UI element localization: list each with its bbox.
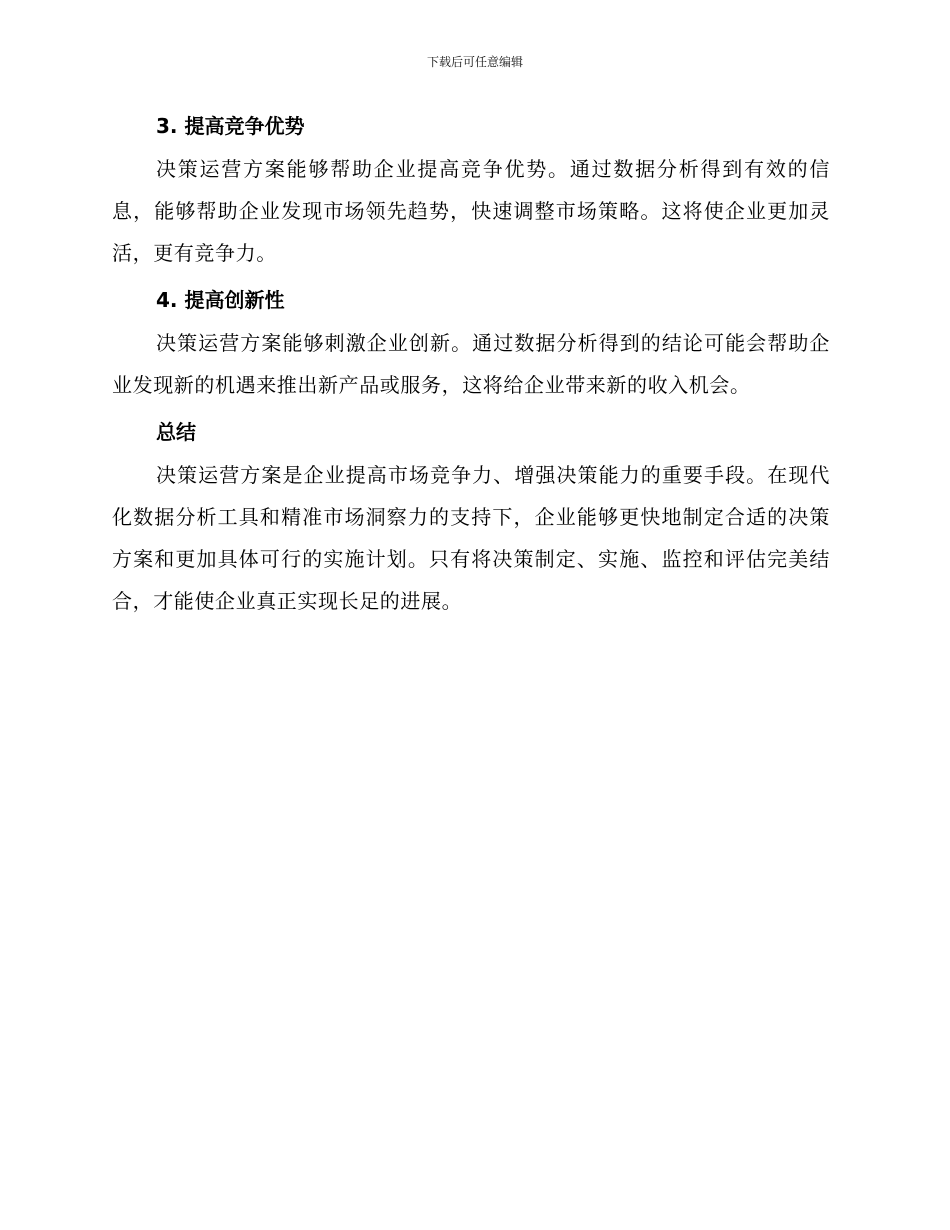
section-paragraph: 决策运营方案能够刺激企业创新。通过数据分析得到的结论可能会帮助企业发现新的机遇来推出新产品或服务，这将给企业带来新的收入机会。 xyxy=(112,331,830,397)
section-innovation xyxy=(112,282,830,406)
page-header: 下载后可任意编辑 xyxy=(426,55,523,69)
section-paragraph: 决策运营方案是企业提高市场竞争力、增强决策能力的重要手段。在现代化数据分析工具和精准市场洞察力的支持下，企业能够更快地制定合适的决策方案和更加具体可行的实施计划。只有将决策制定、实施、监控和评估完美结合，才能使企业真正实现长足的进展。 xyxy=(112,463,830,613)
section-heading: 4. 提高创新性 xyxy=(156,288,285,312)
document-body xyxy=(112,108,830,630)
section-heading: 3. 提高竞争优势 xyxy=(156,114,305,138)
section-summary xyxy=(112,414,830,622)
section-paragraph: 决策运营方案能够帮助企业提高竞争优势。通过数据分析得到有效的信息，能够帮助企业发现市场领先趋势，快速调整市场策略。这将使企业更加灵活，更有竞争力。 xyxy=(112,157,830,265)
section-heading: 总结 xyxy=(156,420,196,444)
section-competitive-advantage xyxy=(112,108,830,274)
